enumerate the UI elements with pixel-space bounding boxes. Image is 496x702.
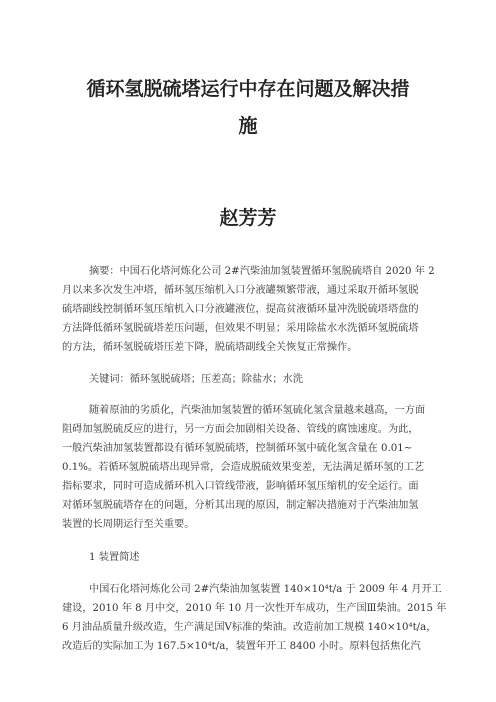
intro-line: 对循环氢脱硫塔存在的问题，分析其出现的原因，制定解决措施对于汽柴油加氢 xyxy=(62,500,419,511)
title-line-1: 循环氢脱硫塔运行中存在问题及解决措 xyxy=(86,78,410,100)
abstract-line: 摘要：中国石化塔河炼化公司 2#汽柴油加氢装置循环氢脱硫塔自 2020 年 2 xyxy=(89,266,435,277)
keywords: 关键词：循环氢脱硫塔；压差高；除盐水；水洗 xyxy=(89,374,303,385)
section-line: 改造后的实际加工为 167.5×10⁴t/a，装置年开工 8400 小时。原料包括焦化汽 xyxy=(62,641,421,652)
title-line-2: 施 xyxy=(238,115,258,137)
intro-line: 随着原油的劣质化，汽柴油加氢装置的循环氢硫化氢含量越来越高，一方面 xyxy=(89,405,426,416)
intro-line: 指标要求，同时可造成循环机入口管线带液，影响循环氢压缩机的安全运行。面 xyxy=(62,481,419,492)
section-line: 建设，2010 年 8 月中交，2010 年 10 月一次性开车成功，生产国Ⅲ柴油。2015 年 xyxy=(62,603,447,614)
section-line: 6 月油品质量升级改造，生产满足国Ⅴ标准的柴油。改造前加工规模 140×10⁴t/a， xyxy=(62,622,437,633)
abstract-line: 的方法，循环氢脱硫塔压差下降，脱硫塔副线全关恢复正常操作。 xyxy=(62,342,358,353)
intro-line: 装置的长周期运行至关重要。 xyxy=(62,519,195,530)
abstract-line: 方法降低循环氢脱硫塔差压问题，但效果不明显；采用除盐水水洗循环氢脱硫塔 xyxy=(62,323,419,334)
abstract-line: 硫塔副线控制循环氢压缩机入口分液罐液位，提高贫液循环量冲洗脱硫塔塔盘的 xyxy=(62,304,419,315)
author-name: 赵芳芳 xyxy=(219,207,277,229)
intro-line: 0.1%。若循环氢脱硫塔出现异常，会造成脱硫效果变差，无法满足循环氢的工艺 xyxy=(62,462,425,473)
intro-line: 一般汽柴油加氢装置都设有循环氢脱硫塔，控制循环氢中硫化氢含量在 0.01~ xyxy=(62,443,413,454)
section-heading: 1 装置简述 xyxy=(89,552,140,563)
section-line: 中国石化塔河炼化公司 2#汽柴油加氢装置 140×10⁴t/a 于 2009 年 4 月开工 xyxy=(89,584,442,595)
intro-line: 阻碍加氢脱硫反应的进行，另一方面会加剧相关设备、管线的腐蚀速度。为此， xyxy=(62,424,419,435)
abstract-line: 月以来多次发生冲塔，循环氢压缩机入口分液罐频繁带液，通过采取开循环氢脱 xyxy=(62,285,419,296)
